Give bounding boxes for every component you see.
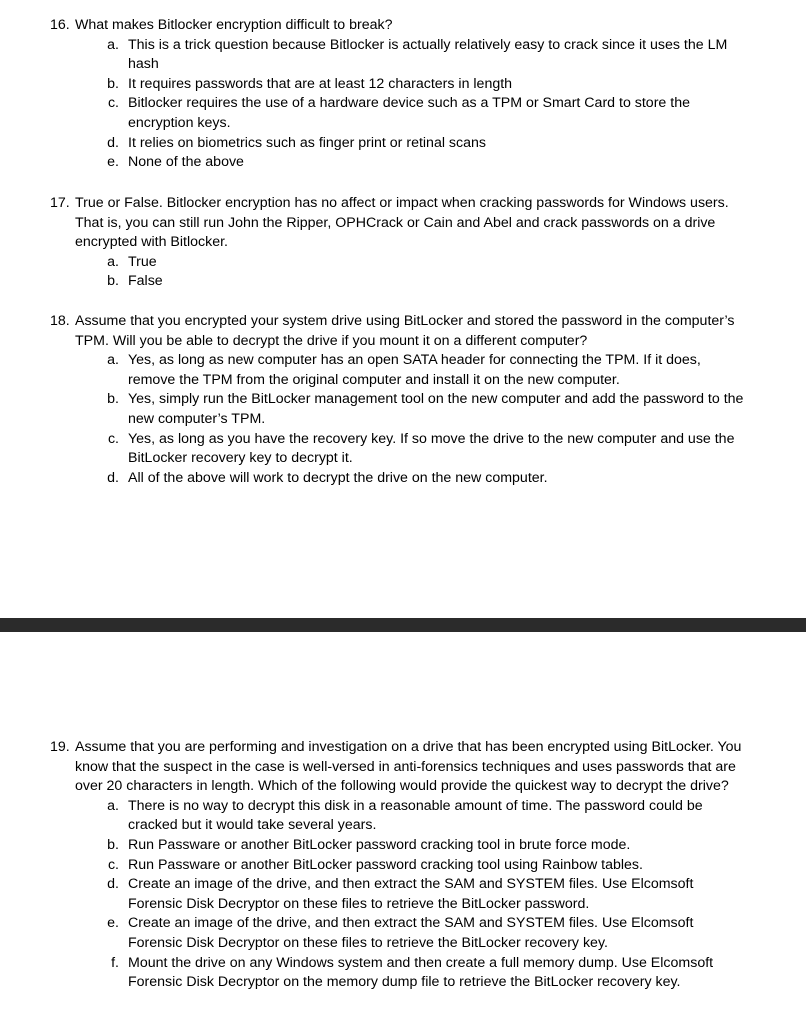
answer-option	[50, 914, 750, 953]
question-number: 16.	[50, 17, 70, 33]
option-letter: b.	[107, 391, 119, 408]
answer-options	[50, 36, 750, 173]
option-text: Create an image of the drive, and then extract the SAM and SYSTEM files. Use Elcomsoft Forensic Disk Decryptor on these files to retrieve the BitLocker password.	[128, 876, 694, 912]
option-letter: b.	[107, 75, 119, 92]
question-text: Assume that you are performing and investigation on a drive that has been encrypted using BitLocker. You know that the suspect in the case is well-versed in anti-forensics techniques and uses passwords that are over 20 characters in length. Which of the following would provide the quickest way to decrypt the drive?	[75, 739, 742, 795]
answer-option	[50, 253, 750, 273]
answer-option	[50, 351, 750, 390]
answer-option	[50, 272, 750, 292]
option-letter: d.	[107, 876, 119, 893]
question-text: Assume that you encrypted your system drive using BitLocker and stored the password in the computer’s TPM. Will you be able to decrypt the drive if you mount it on a different computer?	[75, 313, 735, 349]
option-letter: f.	[111, 954, 119, 971]
option-text: It requires passwords that are at least 12 characters in length	[128, 75, 513, 92]
option-letter: d.	[107, 134, 119, 151]
answer-option	[50, 390, 750, 429]
question-number: 17.	[50, 195, 70, 211]
answer-options	[50, 797, 750, 993]
option-text: All of the above will work to decrypt the drive on the new computer.	[128, 469, 548, 486]
answer-option	[50, 153, 750, 173]
option-text: Mount the drive on any Windows system and then create a full memory dump. Use Elcomsoft Forensic Disk Decryptor on the memory dump file to retrieve the BitLocker recovery key.	[128, 954, 714, 991]
question-text: What makes Bitlocker encryption difficult to break?	[75, 17, 393, 33]
option-text: False	[128, 273, 163, 290]
option-text: Create an image of the drive, and then extract the SAM and SYSTEM files. Use Elcomsoft Forensic Disk Decryptor on these files to retrieve the BitLocker recovery key.	[128, 915, 694, 951]
option-letter: d.	[107, 469, 119, 486]
answer-option	[50, 36, 750, 75]
option-text: Run Passware or another BitLocker password cracking tool using Rainbow tables.	[128, 856, 643, 873]
page-break-divider	[0, 618, 806, 632]
option-letter: c.	[107, 856, 119, 873]
question-16	[50, 16, 750, 173]
answer-option	[50, 94, 750, 133]
option-letter: e.	[107, 154, 119, 171]
document-page-bottom	[0, 632, 806, 1024]
option-letter: a.	[107, 253, 119, 270]
answer-option	[50, 469, 750, 489]
question-text: True or False. Bitlocker encryption has no affect or impact when cracking passwords for Windows users. That is, you can still run John the Ripper, OPHCrack or Cain and Abel and crack passwords on a drive encrypted with Bitlocker.	[75, 195, 729, 251]
option-letter: c.	[107, 95, 119, 112]
question-18	[50, 312, 750, 488]
question-17	[50, 194, 750, 292]
option-letter: a.	[107, 352, 119, 369]
option-text: Bitlocker requires the use of a hardware device such as a TPM or Smart Card to store the encryption keys.	[128, 95, 690, 131]
question-number: 19.	[50, 739, 70, 755]
option-text: None of the above	[128, 154, 244, 171]
option-text: Yes, simply run the BitLocker management tool on the new computer and add the password to the new computer’s TPM.	[128, 391, 744, 427]
answer-option	[50, 856, 750, 876]
answer-option	[50, 797, 750, 836]
answer-option	[50, 430, 750, 469]
option-letter: b.	[107, 273, 119, 290]
answer-option	[50, 836, 750, 856]
answer-option	[50, 954, 750, 993]
option-text: True	[128, 253, 157, 270]
option-letter: a.	[107, 36, 119, 53]
option-letter: c.	[107, 430, 119, 447]
option-text: It relies on biometrics such as finger print or retinal scans	[128, 134, 486, 151]
option-letter: e.	[107, 915, 119, 932]
answer-options	[50, 351, 750, 488]
question-19	[50, 738, 750, 993]
answer-option	[50, 75, 750, 95]
option-text: There is no way to decrypt this disk in a reasonable amount of time. The password could be cracked but it would take several years.	[128, 797, 703, 834]
option-text: Run Passware or another BitLocker password cracking tool in brute force mode.	[128, 836, 631, 853]
option-text: Yes, as long as new computer has an open SATA header for connecting the TPM. If it does, remove the TPM from the original computer and install it on the new computer.	[128, 352, 701, 388]
question-number: 18.	[50, 313, 70, 329]
option-text: Yes, as long as you have the recovery key. If so move the drive to the new computer and use the BitLocker recovery key to decrypt it.	[128, 430, 735, 467]
option-letter: b.	[107, 836, 119, 853]
answer-option	[50, 875, 750, 914]
answer-options	[50, 253, 750, 292]
option-letter: a.	[107, 797, 119, 814]
answer-option	[50, 134, 750, 154]
option-text: This is a trick question because Bitlocker is actually relatively easy to crack since it uses the LM hash	[128, 36, 728, 73]
